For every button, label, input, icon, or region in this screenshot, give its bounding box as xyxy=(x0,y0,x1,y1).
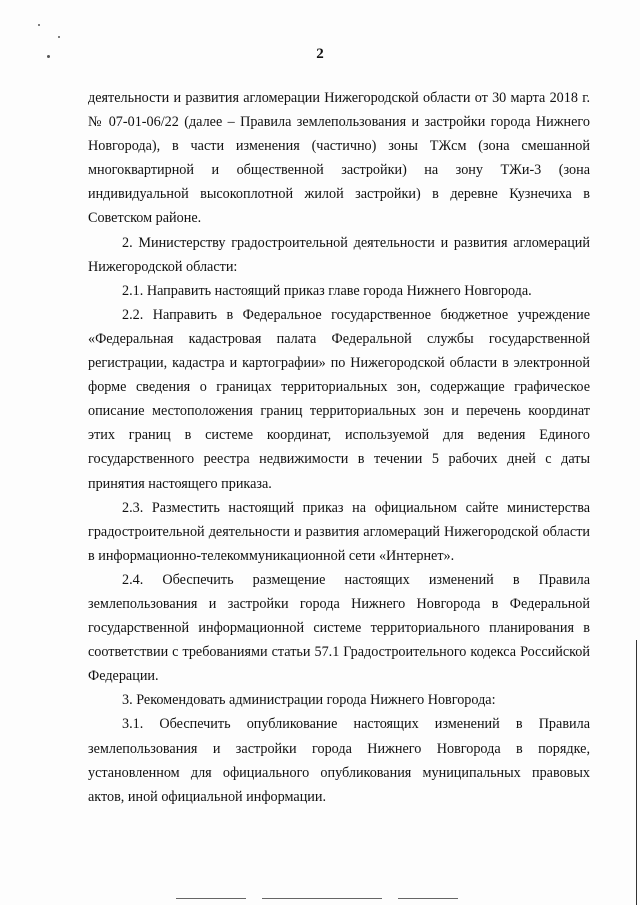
paragraph-item-2-4: 2.4. Обеспечить размещение настоящих изменений в Правила землепользования и застройки города Нижнего Новгорода в Федеральной государственной информационной системе территориального планирования в соответствии с требованиями статьи 57.1 Градостроительного кодекса Российской Федерации. xyxy=(88,571,590,685)
paragraph-item-2-1: 2.1. Направить настоящий приказ главе города Нижнего Новгорода. xyxy=(122,282,532,299)
paragraph-continuation: деятельности и развития агломерации Нижегородской области от 30 марта 2018 г. № 07-01-06/22 (далее – Правила землепользования и застройки города Нижнего Новгорода), в части изменения (частично) зоны ТЖсм (зона смешанной многоквартирной и общественной застройки) на зону ТЖи-3 (зона индивидуальной высокоплотной жилой застройки) в деревне Кузнечиха в Советском районе. xyxy=(88,90,590,227)
scan-artifact xyxy=(58,36,60,38)
paragraph-item-3: 3. Рекомендовать администрации города Нижнего Новгорода: xyxy=(122,692,496,709)
scan-edge-line xyxy=(636,640,637,905)
page-number: 2 xyxy=(316,46,324,62)
paragraph-item-2: 2. Министерству градостроительной деятельности и развития агломераций Нижегородской области: xyxy=(88,234,590,275)
scan-bottom-rule xyxy=(398,898,458,899)
paragraph-item-3-1: 3.1. Обеспечить опубликование настоящих изменений в Правила землепользования и застройки города Нижнего Новгорода в порядке, установленном для официального опубликования муниципальных правовых актов, иной официальной информации. xyxy=(88,716,590,805)
document-body xyxy=(88,86,590,809)
scan-bottom-rule xyxy=(176,898,246,899)
paragraph-item-2-3: 2.3. Разместить настоящий приказ на официальном сайте министерства градостроительной деятельности и развития агломераций Нижегородской области в информационно-телекоммуникационной сети «Интернет». xyxy=(88,499,590,564)
scan-artifact xyxy=(38,24,40,26)
paragraph-item-2-2: 2.2. Направить в Федеральное государственное бюджетное учреждение «Федеральная кадастровая палата Федеральной службы государственной регистрации, кадастра и картографии» по Нижегородской области в электронной форме сведения о границах территориальных зон, содержащие графическое описание местоположения границ территориальных зон и перечень координат этих границ в системе координат, используемой для ведения Единого государственного реестра недвижимости в течении 5 рабочих дней с даты принятия настоящего приказа. xyxy=(88,306,590,492)
scan-bottom-rule xyxy=(262,898,382,899)
